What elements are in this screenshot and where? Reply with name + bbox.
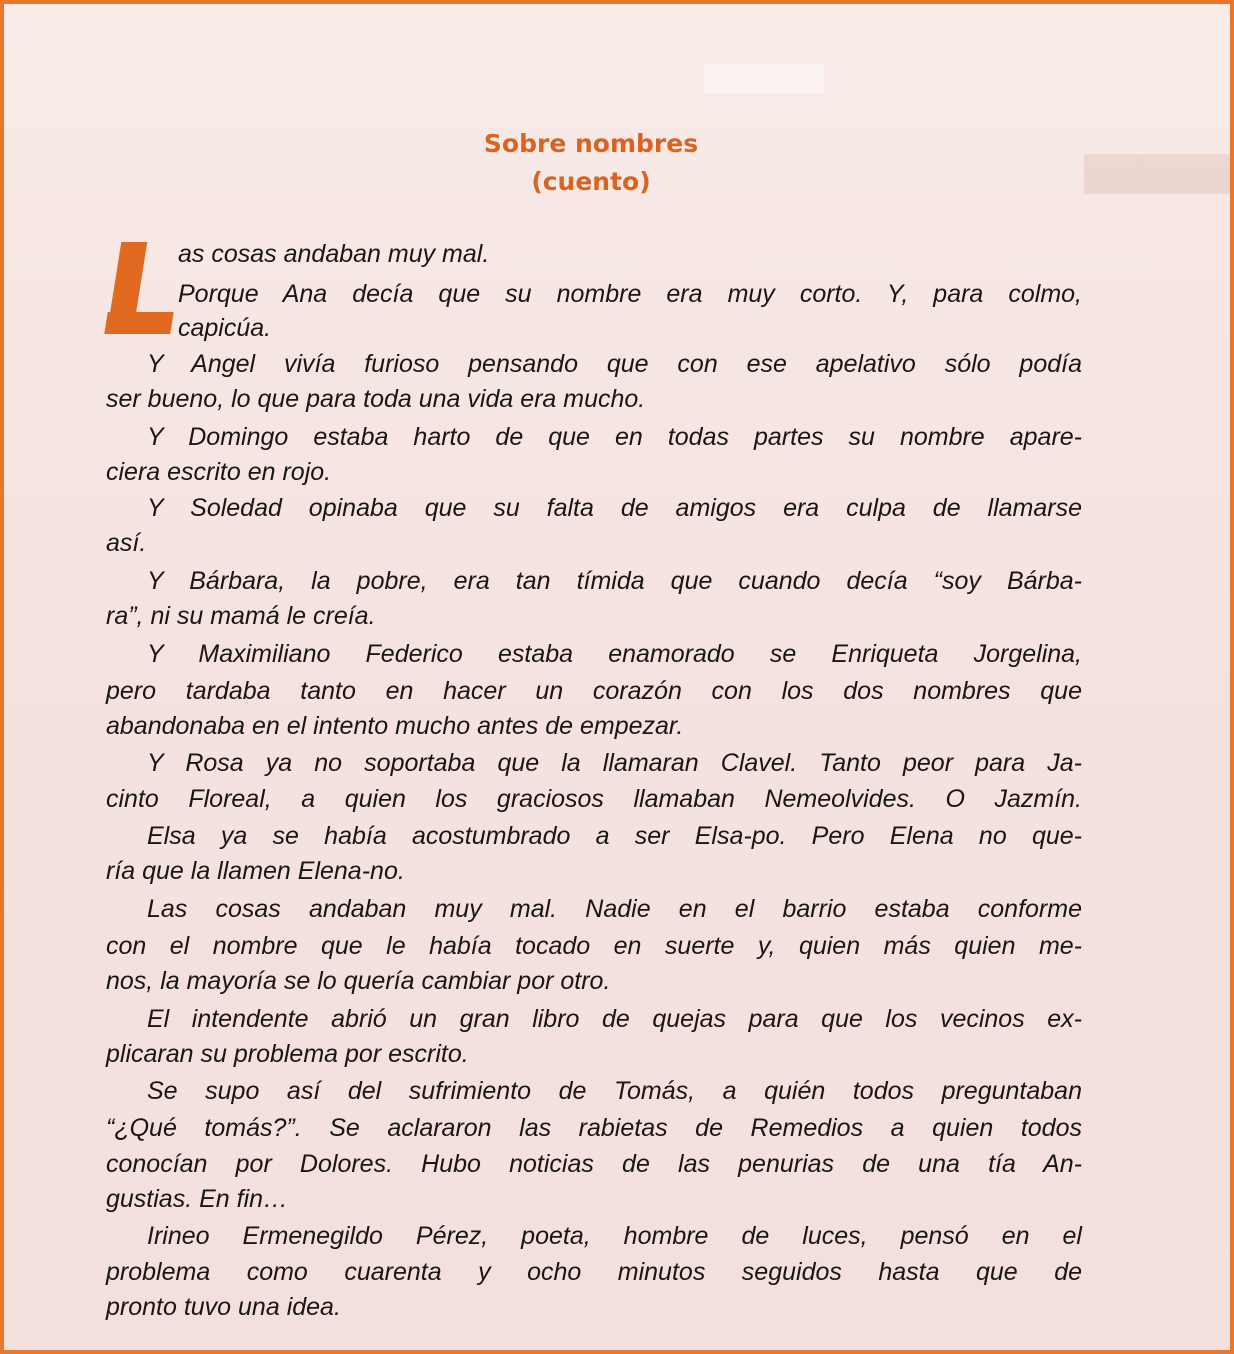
text-line: ría que la llamen Elena-no. [106,857,405,885]
text-line: ra”, ni su mamá le creía. [106,602,376,630]
story-title: Sobre nombres [483,129,699,158]
text-line: Y Maximiliano Federico estaba enamorado se Enriqueta Jorgelina, [147,640,1082,668]
drop-cap-L [102,242,174,334]
text-line: problema como cuarenta y ocho minutos seguidos hasta que de [106,1258,1082,1286]
paper-highlight [704,64,824,94]
text-line: ciera escrito en rojo. [106,458,332,486]
text-line: Se supo así del sufrimiento de Tomás, a quién todos preguntaban [147,1077,1082,1105]
text-line: Elsa ya se había acostumbrado a ser Elsa-po. Pero Elena no que- [147,822,1082,850]
drop-cap-foot [104,312,173,334]
text-line: “¿Qué tomás?”. Se aclararon las rabietas de Remedios a quien todos [106,1114,1082,1142]
text-line: Y Rosa ya no soportaba que la llamaran Clavel. Tanto peor para Ja- [147,749,1082,777]
text-line: Las cosas andaban muy mal. Nadie en el barrio estaba conforme [147,895,1082,923]
text-line: El intendente abrió un gran libro de quejas para que los vecinos ex- [147,1005,1082,1033]
text-line: conocían por Dolores. Hubo noticias de las penurias de una tía An- [106,1150,1082,1178]
text-line: plicaran su problema por escrito. [106,1040,469,1068]
text-line: Y Domingo estaba harto de que en todas partes su nombre apare- [147,423,1082,451]
text-line: gustias. En fin… [106,1185,289,1213]
text-line: pronto tuvo una idea. [106,1293,341,1321]
text-line: abandonaba en el intento mucho antes de empezar. [106,712,684,740]
text-line: Y Angel vivía furioso pensando que con ese apelativo sólo podía [147,350,1082,378]
text-line: con el nombre que le había tocado en suerte y, quien más quien me- [106,932,1082,960]
text-line: cinto Floreal, a quien los graciosos llamaban Nemeolvides. O Jazmín. [106,785,1082,813]
text-line: pero tardaba tanto en hacer un corazón con los dos nombres que [106,677,1082,705]
text-line: Irineo Ermenegildo Pérez, poeta, hombre de luces, pensó en el [147,1222,1082,1250]
text-line: Porque Ana decía que su nombre era muy corto. Y, para colmo, [178,280,1082,308]
text-line: Y Soledad opinaba que su falta de amigos era culpa de llamarse [147,494,1082,522]
text-line: así. [106,529,147,557]
story-subtitle: (cuento) [531,167,651,196]
text-line: Y Bárbara, la pobre, era tan tímida que cuando decía “soy Bárba- [147,567,1082,595]
text-line: nos, la mayoría se lo quería cambiar por otro. [106,967,611,995]
text-line: ser bueno, lo que para toda una vida era mucho. [106,385,646,413]
text-line: as cosas andaban muy mal. [178,240,490,268]
text-line: capicúa. [178,314,272,342]
